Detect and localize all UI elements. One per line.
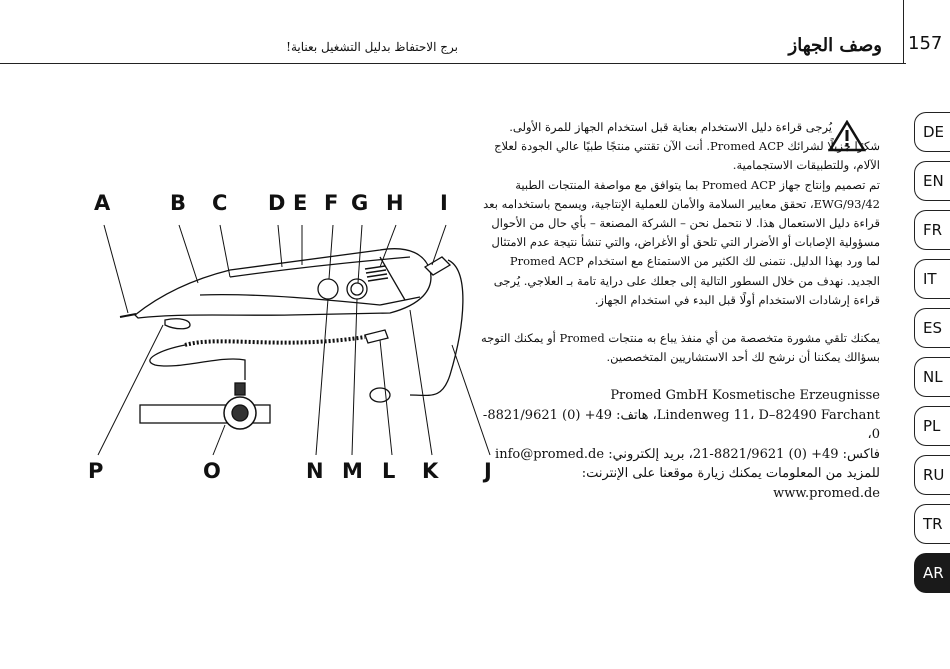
label-c: C [212,191,228,215]
label-o: O [203,459,221,483]
label-d: D [268,191,286,215]
tab-ar[interactable]: AR [914,553,950,593]
tab-en[interactable]: EN [914,161,950,201]
more-info: للمزيد من المعلومات يمكنك زيارة موقعنا على الإنترنت: [581,466,880,482]
tab-nl[interactable]: NL [914,357,950,397]
advice-paragraph: يمكنك تلقي مشورة متخصصة من أي منفذ يباع به منتجات Promed أو يمكنك التوجه بسؤالك يمكننا أن نرشح لك أحد الاستشاريين المتخصصين. [481,331,880,365]
device-diagram [80,185,505,485]
label-p: P [88,459,104,483]
language-tabs [914,112,950,602]
label-l: L [382,459,396,483]
company-address: Lindenweg 11، D–82490 Farchant، هاتف: 49+ (0) 8821/9621-0، [482,407,880,443]
body-text [478,118,880,503]
company-contact: فاكس: 49+ (0) 8821/9621-21، بريد إلكتروني: info@promed.de [495,446,880,462]
compliance-paragraph: تم تصميم وإنتاج جهاز Promed ACP بما يتوافق مع مواصفة المنتجات الطبية EWG/93/42، تحقق معايير السلامة والأمان للعملية الإنتاجية، ويسمح باستخدامه بعد قراءة دليل الاستعمال هذا. لا نتحمل نحن – الشركة المصنعة – بأي حال من الأحوال مسؤولية الإصابات أو الأضرار التي تلحق أو الأغراض، والتي تنشأ نتيجة عدم الامتثال لما ورد بهذا الدليل. نتمنى لك الكثير من الاستمتاع مع استخدام Promed ACP الجديد. نهدف من خلال السطور التالية إلى جعلك على دراية تامة بـ العلاجي. يُرجى قراءة إرشادات الاستخدام أولًا قبل البدء في استخدام الجهاز. [483,177,880,307]
website-link[interactable]: www.promed.de [773,485,880,501]
page-title: وصف الجهاز [788,35,882,56]
intro-paragraph: شكرًا جزيلًا لشرائك Promed ACP. أنت الآن تقتني منتجًا طبيًا عالي الجودة لعلاج الآلام، وللتطبيقات الاستجمامية. [494,139,880,173]
label-e: E [293,191,308,215]
tab-it[interactable]: IT [914,259,950,299]
tab-pl[interactable]: PL [914,406,950,446]
label-k: K [422,459,439,483]
tab-de[interactable]: DE [914,112,950,152]
label-i: I [440,191,448,215]
header-divider [903,0,904,64]
header-note: برج الاحتفاظ بدليل التشغيل بعناية! [286,40,458,54]
label-h: H [386,191,404,215]
label-g: G [351,191,369,215]
tab-fr[interactable]: FR [914,210,950,250]
label-n: N [306,459,324,483]
label-b: B [170,191,187,215]
header-rule [0,63,906,64]
warning-paragraph: يُرجى قراءة دليل الاستخدام بعناية قبل استخدام الجهاز للمرة الأولى. [509,120,832,134]
company-name: Promed GmbH Kosmetische Erzeugnisse [610,388,880,404]
tab-es[interactable]: ES [914,308,950,348]
label-m: M [342,459,363,483]
label-a: A [94,191,111,215]
device-drawing [120,249,463,429]
page-number: 157 [908,33,943,54]
label-j: J [484,459,492,483]
tab-tr[interactable]: TR [914,504,950,544]
label-f: F [324,191,339,215]
tab-ru[interactable]: RU [914,455,950,495]
